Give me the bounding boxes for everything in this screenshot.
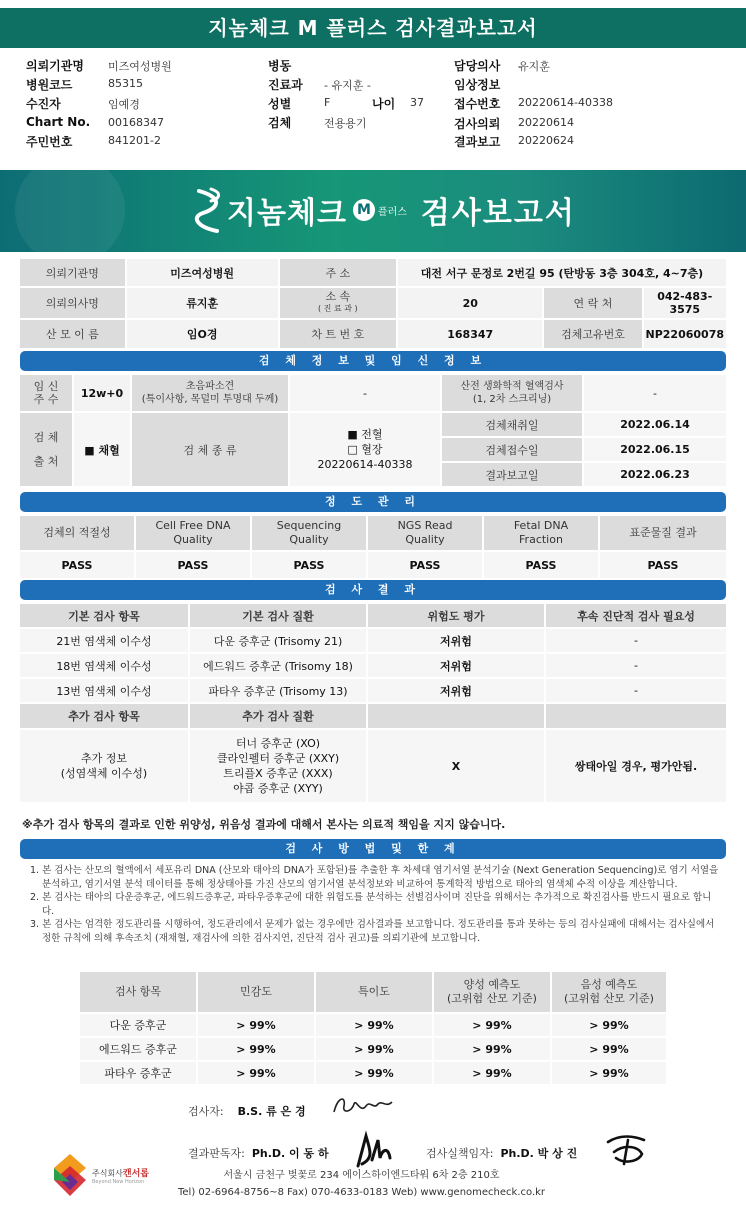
company-name-prefix: 주식회사: [92, 1168, 123, 1178]
method-item: 1. 본 검사는 산모의 혈액에서 세포유리 DNA (산모와 태아의 DNA가 포함된)를 추출한 후 차세대 염기서열 분석기술 (Next Generation Sequencing)로 염기 서열을 분석하고, 염기서열 분석 데이터를 통해 정상태아를 가진 산모의 염기서열 분석정보와 비교하여 통계학적 방법으로 태아의 염색체 수적 이상을 계산합니다.: [30, 865, 719, 890]
pt-chart-label: 차 트 번 호: [280, 320, 396, 348]
section-specimen-bar: 검 체 정 보 및 임 신 정 보: [20, 351, 726, 371]
prenatal-label: 산전 생화학적 혈액검사 (1, 2차 스크리닝): [442, 375, 582, 411]
qc-value: PASS: [600, 552, 726, 578]
pt-specimen-id-label: 검체고유번호: [544, 320, 641, 348]
patient-label: 수진자: [26, 97, 61, 111]
qc-value: PASS: [484, 552, 598, 578]
pt-dept-value: 20: [398, 288, 543, 318]
method-item: 3. 본 검사는 엄격한 정도관리를 시행하여, 정도관리에서 문제가 없는 경우에만 검사결과를 보고합니다. 정도관리를 통과 못하는 등의 검사실패에 대해서는 검사실에서 정한 규칙에 의해 후속조치 (재채혈, 재검사에 의한 검사지연, 진단적 검사 권고)를 의뢰기관에 보고합니다.: [30, 919, 715, 944]
methods-list: [30, 864, 720, 945]
company-tagline: Beyond New Horizon: [92, 1178, 145, 1185]
perf-value: > 99%: [316, 1062, 432, 1084]
perf-value: > 99%: [198, 1038, 314, 1060]
result-item: 13번 염색체 이수성: [20, 679, 188, 702]
qc-value: PASS: [368, 552, 482, 578]
pt-contact-value: 042-483-3575: [644, 288, 727, 318]
results-table: [18, 602, 728, 804]
department-value: - 유지훈 -: [324, 79, 371, 92]
request-value: 20220614: [518, 116, 574, 129]
banner-logo: [193, 184, 576, 236]
company-address: 서울시 금천구 벚꽃로 234 에이스하이엔드타워 6차 2층 210호: [223, 1170, 500, 1181]
extra-note: 쌍태아일 경우, 평가안됨.: [546, 730, 726, 802]
perf-header: 특이도: [316, 972, 432, 1012]
pt-mother-label: 산 모 이 름: [20, 320, 125, 348]
patient-table: [18, 257, 728, 350]
report-date-value: 2022.06.23: [584, 463, 726, 486]
chart-no-label: Chart No.: [26, 115, 91, 129]
pt-dept-label-main: 소 속: [325, 290, 351, 303]
disclaimer-notice: ※추가 검사 항목의 결과로 인한 위양성, 위음성 결과에 대해서 본사는 의료적 책임을 지지 않습니다.: [22, 818, 506, 831]
reviewer-signature-icon: [352, 1130, 400, 1170]
extra-header-blank: [546, 704, 726, 728]
perf-value: > 99%: [198, 1014, 314, 1036]
perf-value: > 99%: [316, 1038, 432, 1060]
perf-value: > 99%: [198, 1062, 314, 1084]
request-label: 검사의뢰: [454, 117, 501, 131]
genome-helix-icon: [193, 187, 227, 233]
sex-value: F: [324, 96, 331, 109]
type-label: 검 체 종 류: [132, 413, 288, 486]
pt-address-label: 주 소: [280, 259, 396, 286]
reviewer-label: 결과판독자:: [188, 1147, 245, 1160]
tester-signature-icon: [330, 1092, 400, 1120]
us-value: -: [290, 375, 440, 411]
type-whole-blood: ■ 전혈: [347, 428, 383, 441]
banner-plus: 플러스: [377, 206, 407, 218]
pt-contact-label: 연 락 처: [544, 288, 641, 318]
pt-chart-value: 168347: [398, 320, 543, 348]
result-followup: -: [546, 654, 726, 677]
perf-item: 다운 증후군: [80, 1014, 196, 1036]
institution-value: 미즈여성병원: [108, 60, 172, 73]
result-header: 위험도 평가: [368, 604, 544, 627]
banner-logo-main: 지놈체크: [227, 196, 347, 231]
perf-value: > 99%: [316, 1014, 432, 1036]
type-value: [290, 413, 440, 486]
qc-value: PASS: [252, 552, 366, 578]
collect-value: 2022.06.14: [584, 413, 726, 436]
report-title: 지놈체크 M 플러스 검사결과보고서: [0, 8, 746, 48]
result-date-label: 결과보고: [454, 135, 501, 149]
performance-table: [78, 970, 668, 1086]
resident-no-value: 841201-2: [108, 134, 161, 147]
result-risk: 저위험: [368, 654, 544, 677]
extra-diseases: 터너 증후군 (XO) 클라인펠터 증후군 (XXY) 트리플X 증후군 (XXX) 야콥 증후군 (XYY): [190, 730, 366, 802]
perf-header: 음성 예측도 (고위험 산모 기준): [552, 972, 666, 1012]
clinical-label: 임상정보: [454, 78, 501, 92]
qc-header: Fetal DNA Fraction: [484, 516, 598, 550]
tester-signature-line: [188, 1103, 306, 1119]
perf-header: 양성 예측도 (고위험 산모 기준): [434, 972, 550, 1012]
result-followup: -: [546, 629, 726, 652]
section-method-bar: 검 사 방 법 및 한 계: [20, 839, 726, 859]
extra-header: 추가 검사 질환: [190, 704, 366, 728]
pt-address-value: 대전 서구 문정로 2번길 95 (탄방동 3층 304호, 4~7층): [398, 259, 726, 286]
perf-value: > 99%: [434, 1014, 550, 1036]
extra-item: 추가 정보 (성염색체 이수성): [20, 730, 188, 802]
result-risk: 저위험: [368, 679, 544, 702]
specimen-value: 전용용기: [324, 117, 367, 130]
company-logo: [52, 1152, 149, 1198]
result-header: 기본 검사 항목: [20, 604, 188, 627]
department-label: 진료과: [268, 78, 303, 92]
us-label: 초음파소견 (특이사항, 목덜미 투명대 두께): [132, 375, 288, 411]
result-disease: 에드워드 증후군 (Trisomy 18): [190, 654, 366, 677]
director-label: 검사실책임자:: [426, 1147, 494, 1160]
source-value: ■ 채혈: [74, 413, 130, 486]
gest-value: 12w+0: [74, 375, 130, 411]
result-risk: 저위험: [368, 629, 544, 652]
receive-value: 2022.06.15: [584, 438, 726, 461]
director-name: Ph.D. 박 상 진: [500, 1147, 578, 1160]
result-followup: -: [546, 679, 726, 702]
tester-label: 검사자:: [188, 1105, 224, 1118]
company-name-main: 캔서롭: [122, 1168, 150, 1179]
extra-risk: X: [368, 730, 544, 802]
result-item: 21번 염색체 이수성: [20, 629, 188, 652]
pt-doctor-value: 류지훈: [127, 288, 278, 318]
pt-dept-label: [280, 288, 396, 318]
receipt-label: 접수번호: [454, 97, 501, 111]
qc-header: Sequencing Quality: [252, 516, 366, 550]
source-label: 검 체 출 처: [20, 413, 72, 486]
pt-institution-value: 미즈여성병원: [127, 259, 278, 286]
perf-header: 민감도: [198, 972, 314, 1012]
qc-table: [18, 514, 728, 580]
specimen-label: 검체: [268, 116, 292, 130]
result-header: 기본 검사 질환: [190, 604, 366, 627]
company-logo-icon: [52, 1152, 88, 1198]
company-name: [92, 1166, 149, 1179]
perf-header: 검사 항목: [80, 972, 196, 1012]
perf-value: > 99%: [552, 1062, 666, 1084]
receive-label: 검체접수일: [442, 438, 582, 461]
section-result-bar: 검 사 결 과: [20, 580, 726, 600]
prenatal-value: -: [584, 375, 726, 411]
type-number: 20220614-40338: [317, 458, 413, 471]
perf-item: 에드워드 증후군: [80, 1038, 196, 1060]
age-label: 나이: [372, 97, 396, 111]
perf-value: > 99%: [434, 1038, 550, 1060]
qc-value: PASS: [136, 552, 250, 578]
director-signature-line: [426, 1145, 577, 1161]
banner-report: 검사보고서: [420, 196, 576, 231]
section-qc-bar: 정 도 관 리: [20, 492, 726, 512]
dna-logo-icon: [10, 170, 130, 252]
company-contact: Tel) 02-6964-8756~8 Fax) 070-4633-0183 Web) www.genomecheck.co.kr: [178, 1187, 546, 1198]
result-item: 18번 염색체 이수성: [20, 654, 188, 677]
specimen-source-table: [18, 411, 728, 488]
method-item: 2. 본 검사는 태아의 다운증후군, 에드워드증후군, 파타우증후군에 대한 위험도를 분석하는 선별검사이며 진단을 위해서는 추가적으로 확진검사를 반드시 필요로 합니다.: [30, 892, 712, 917]
institution-label: 의뢰기관명: [26, 59, 84, 73]
doctor-label: 담당의사: [454, 59, 501, 73]
director-signature-icon: [604, 1132, 650, 1168]
result-date-value: 20220624: [518, 134, 574, 147]
extra-header-blank: [368, 704, 544, 728]
report-date-label: 결과보고일: [442, 463, 582, 486]
age-value: 37: [410, 96, 424, 109]
perf-value: > 99%: [552, 1038, 666, 1060]
collect-label: 검체채취일: [442, 413, 582, 436]
qc-header: 표준물질 결과: [600, 516, 726, 550]
pt-specimen-id-value: NP22060078: [644, 320, 727, 348]
result-header: 후속 진단적 검사 필요성: [546, 604, 726, 627]
report-banner: [0, 170, 746, 252]
gest-label: 임 신 주 수: [20, 375, 72, 411]
hospital-code-value: 85315: [108, 77, 143, 90]
reviewer-signature-line: [188, 1145, 329, 1161]
result-disease: 파타우 증후군 (Trisomy 13): [190, 679, 366, 702]
ward-label: 병동: [268, 59, 292, 73]
resident-no-label: 주민번호: [26, 135, 73, 149]
type-plasma: □ 혈장: [347, 443, 383, 456]
hospital-code-label: 병원코드: [26, 78, 73, 92]
specimen-table: [18, 373, 728, 413]
qc-value: PASS: [20, 552, 134, 578]
qc-header: Cell Free DNA Quality: [136, 516, 250, 550]
receipt-value: 20220614-40338: [518, 96, 613, 109]
chart-no-value: 00168347: [108, 116, 164, 129]
qc-header: NGS Read Quality: [368, 516, 482, 550]
pt-dept-label-sub: ( 진 료 과 ): [318, 304, 358, 313]
pt-doctor-label: 의뢰의사명: [20, 288, 125, 318]
qc-header: 검체의 적절성: [20, 516, 134, 550]
perf-value: > 99%: [434, 1062, 550, 1084]
header-info: [0, 52, 746, 152]
pt-institution-label: 의뢰기관명: [20, 259, 125, 286]
result-disease: 다운 증후군 (Trisomy 21): [190, 629, 366, 652]
tester-name: B.S. 류 은 경: [237, 1105, 306, 1118]
sex-label: 성별: [268, 97, 292, 111]
pt-mother-value: 임O경: [127, 320, 278, 348]
extra-header: 추가 검사 항목: [20, 704, 188, 728]
doctor-value: 유지훈: [518, 60, 550, 73]
banner-m-badge: M: [353, 199, 375, 221]
perf-value: > 99%: [552, 1014, 666, 1036]
company-address-block: [178, 1167, 545, 1201]
reviewer-name: Ph.D. 이 동 하: [251, 1147, 329, 1160]
patient-value: 임예경: [108, 98, 140, 111]
perf-item: 파타우 증후군: [80, 1062, 196, 1084]
